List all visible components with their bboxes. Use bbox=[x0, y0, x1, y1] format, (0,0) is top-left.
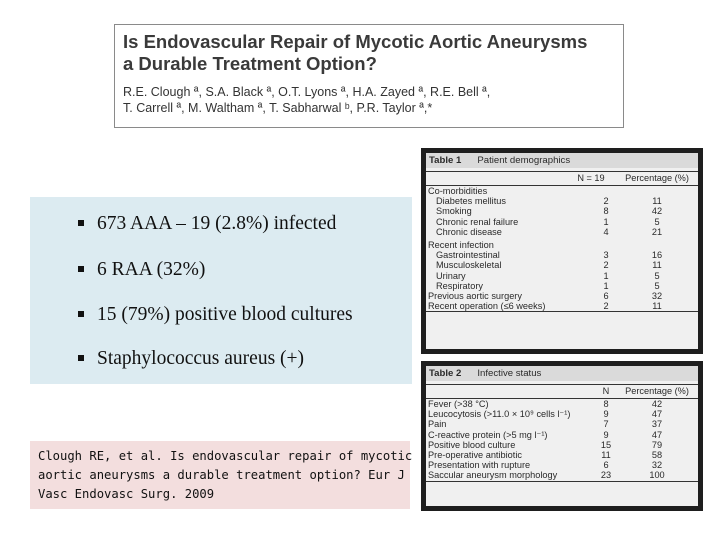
row-n: 1 bbox=[603, 216, 609, 227]
table-1-caption bbox=[426, 153, 698, 168]
bullet-item bbox=[78, 348, 304, 370]
row-percent: 16 bbox=[651, 250, 663, 261]
paper-title-line-1: Is Endovascular Repair of Mycotic Aortic Aneurysms bbox=[123, 31, 588, 52]
paper-title-line-2: a Durable Treatment Option? bbox=[123, 53, 377, 74]
citation-line-1: Clough RE, et al. Is endovascular repair of mycotic bbox=[38, 449, 413, 463]
table-row bbox=[426, 281, 698, 291]
row-label: Smoking bbox=[436, 206, 472, 217]
row-percent: 47 bbox=[651, 429, 663, 440]
citation-line-2: aortic aneurysms a durable treatment option? Eur J bbox=[38, 468, 405, 482]
bullet-text: 673 AAA – 19 (2.8%) infected bbox=[97, 213, 337, 234]
table-row bbox=[426, 450, 698, 460]
row-label: Previous aortic surgery bbox=[428, 290, 522, 301]
table-row bbox=[426, 227, 698, 237]
square-bullet-icon bbox=[78, 311, 84, 317]
table-row bbox=[426, 240, 698, 250]
paper-authors bbox=[123, 84, 615, 116]
row-n: 6 bbox=[603, 290, 609, 301]
row-label: Co-morbidities bbox=[428, 186, 488, 196]
row-label: Saccular aneurysm morphology bbox=[428, 470, 558, 481]
table-2-col-n: N bbox=[602, 386, 610, 396]
findings-box bbox=[30, 197, 412, 384]
row-n: 1 bbox=[603, 270, 609, 281]
row-label: Presentation with rupture bbox=[428, 460, 531, 471]
table-row bbox=[426, 460, 698, 470]
row-label: Chronic disease bbox=[436, 226, 502, 237]
row-percent: 5 bbox=[654, 216, 660, 227]
table-row bbox=[426, 291, 698, 301]
row-label: C-reactive protein (>5 mg l⁻¹) bbox=[428, 429, 548, 440]
table-2-caption bbox=[426, 366, 698, 381]
row-label: Positive blood culture bbox=[428, 439, 516, 450]
row-percent: 21 bbox=[651, 226, 663, 237]
table-1-caption-text: Patient demographics bbox=[477, 155, 571, 166]
authors-line-2: T. Carrell ª, M. Waltham ª, T. Sabharwal ᵇ, P.R. Taylor ª,* bbox=[123, 101, 433, 115]
row-percent: 11 bbox=[652, 260, 662, 271]
row-n: 11 bbox=[601, 449, 611, 460]
row-percent: 5 bbox=[654, 270, 660, 281]
bullet-text: 6 RAA (32%) bbox=[97, 259, 206, 280]
paper-title bbox=[123, 31, 615, 75]
row-percent: 58 bbox=[651, 449, 663, 460]
row-percent: 47 bbox=[651, 409, 663, 420]
bullet-item bbox=[78, 259, 205, 281]
table-2-header bbox=[426, 384, 698, 399]
table-row bbox=[426, 470, 698, 481]
row-label: Respiratory bbox=[436, 280, 483, 291]
row-n: 8 bbox=[603, 399, 609, 409]
table-2-col-percent: Percentage (%) bbox=[625, 386, 689, 396]
row-percent: 37 bbox=[651, 419, 663, 430]
row-n: 2 bbox=[603, 301, 609, 312]
table-row bbox=[426, 419, 698, 429]
row-n: 9 bbox=[603, 409, 609, 420]
table-row bbox=[426, 196, 698, 206]
row-n: 8 bbox=[603, 206, 609, 217]
citation-box bbox=[30, 441, 413, 509]
citation bbox=[38, 447, 413, 504]
table-row bbox=[426, 250, 698, 260]
row-label: Chronic renal failure bbox=[436, 216, 519, 227]
row-n: 3 bbox=[603, 250, 609, 261]
row-label: Recent infection bbox=[428, 239, 494, 250]
bullet-item bbox=[78, 304, 353, 326]
row-n: 4 bbox=[603, 226, 609, 237]
table-1-col-n: N = 19 bbox=[577, 173, 605, 183]
table-2-caption-text: Infective status bbox=[477, 368, 542, 379]
bullet-item bbox=[78, 213, 336, 235]
table-2-label: Table 2 bbox=[429, 368, 462, 379]
table-2-frame bbox=[421, 361, 703, 511]
table-1 bbox=[426, 153, 698, 349]
row-percent: 42 bbox=[651, 206, 663, 217]
row-percent: 32 bbox=[651, 290, 663, 301]
table-1-header bbox=[426, 171, 698, 186]
row-percent: 32 bbox=[651, 460, 663, 471]
table-row bbox=[426, 186, 698, 196]
row-label: Musculoskeletal bbox=[436, 260, 502, 271]
table-row bbox=[426, 399, 698, 409]
bullet-text: 15 (79%) positive blood cultures bbox=[97, 304, 353, 325]
row-label: Recent operation (≤6 weeks) bbox=[428, 301, 546, 312]
table-row bbox=[426, 301, 698, 312]
row-percent: 11 bbox=[652, 301, 662, 312]
row-n: 2 bbox=[603, 260, 609, 271]
row-label: Pain bbox=[428, 419, 447, 430]
row-n: 23 bbox=[600, 470, 612, 481]
row-n: 2 bbox=[603, 196, 609, 207]
table-1-col-percent: Percentage (%) bbox=[625, 173, 689, 183]
paper-title-box bbox=[114, 24, 624, 128]
row-label: Fever (>38 °C) bbox=[428, 399, 489, 409]
row-percent: 79 bbox=[651, 439, 663, 450]
row-n: 9 bbox=[603, 429, 609, 440]
row-n: 1 bbox=[603, 280, 609, 291]
square-bullet-icon bbox=[78, 355, 84, 361]
table-1-frame bbox=[421, 148, 703, 354]
row-n: 6 bbox=[603, 460, 609, 471]
row-percent: 42 bbox=[651, 399, 663, 409]
row-percent: 100 bbox=[649, 470, 665, 481]
table-row bbox=[426, 271, 698, 281]
table-row bbox=[426, 430, 698, 440]
authors-line-1: R.E. Clough ª, S.A. Black ª, O.T. Lyons ª, H.A. Zayed ª, R.E. Bell ª, bbox=[123, 85, 491, 99]
row-label: Urinary bbox=[436, 270, 466, 281]
square-bullet-icon bbox=[78, 220, 84, 226]
row-label: Leucocytosis (>11.0 × 10⁹ cells l⁻¹) bbox=[428, 409, 571, 420]
row-n: 7 bbox=[603, 419, 609, 430]
row-label: Pre-operative antibiotic bbox=[428, 449, 522, 460]
row-percent: 11 bbox=[652, 196, 662, 207]
table-row bbox=[426, 217, 698, 227]
table-row bbox=[426, 206, 698, 216]
table-1-label: Table 1 bbox=[429, 155, 462, 166]
table-row bbox=[426, 409, 698, 419]
bullet-text: Staphylococcus aureus (+) bbox=[97, 348, 305, 369]
table-2 bbox=[426, 366, 698, 506]
citation-line-3: Vasc Endovasc Surg. 2009 bbox=[38, 487, 215, 501]
table-1-body bbox=[426, 186, 698, 312]
square-bullet-icon bbox=[78, 266, 84, 272]
row-n: 15 bbox=[600, 439, 612, 450]
row-label: Gastrointestinal bbox=[436, 250, 500, 261]
row-percent: 5 bbox=[654, 280, 660, 291]
row-label: Diabetes mellitus bbox=[436, 196, 506, 207]
table-row bbox=[426, 440, 698, 450]
table-row bbox=[426, 260, 698, 270]
table-2-body bbox=[426, 399, 698, 482]
